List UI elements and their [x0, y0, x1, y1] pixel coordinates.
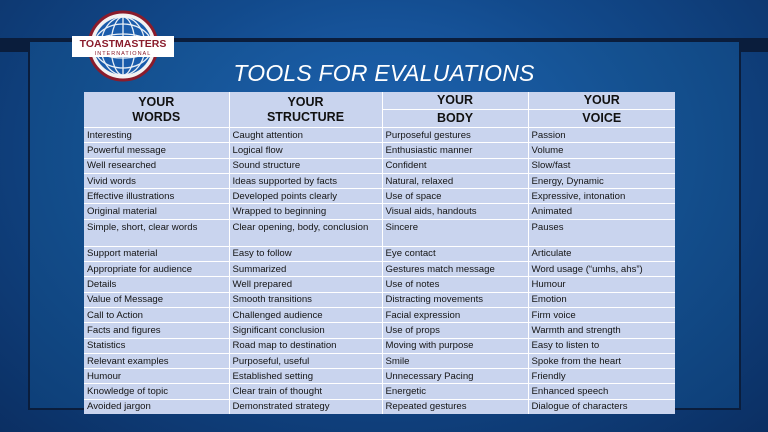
table-cell: Repeated gestures — [382, 399, 528, 414]
table-cell: Call to Action — [84, 307, 229, 322]
table-cell: Warmth and strength — [528, 323, 675, 338]
header-structure — [229, 92, 382, 128]
table-cell: Sound structure — [229, 158, 382, 173]
header-words — [84, 92, 229, 128]
table-cell: Firm voice — [528, 307, 675, 322]
page-title: TOOLS FOR EVALUATIONS — [233, 60, 535, 86]
table-cell: Statistics — [84, 338, 229, 353]
table-cell: Logical flow — [229, 143, 382, 158]
header-body-top: YOUR — [382, 92, 528, 110]
table-cell: Summarized — [229, 262, 382, 277]
table-cell: Visual aids, handouts — [382, 204, 528, 219]
table-cell: Caught attention — [229, 128, 382, 143]
table-cell: Enhanced speech — [528, 384, 675, 399]
header-words-top: YOUR — [138, 94, 175, 109]
table-cell: Energetic — [382, 384, 528, 399]
table-row — [84, 173, 675, 188]
table-cell: Slow/fast — [528, 158, 675, 173]
table-cell: Volume — [528, 143, 675, 158]
table-cell: Support material — [84, 246, 229, 261]
table-cell: Enthusiastic manner — [382, 143, 528, 158]
table-cell: Eye contact — [382, 246, 528, 261]
table-cell: Gestures match message — [382, 262, 528, 277]
table-cell: Clear opening, body, conclusion — [229, 219, 382, 246]
table-cell: Pauses — [528, 219, 675, 246]
table-cell: Easy to listen to — [528, 338, 675, 353]
table-row — [84, 307, 675, 322]
table-cell: Appropriate for audience — [84, 262, 229, 277]
header-words-bottom: WORDS — [132, 109, 181, 124]
table-cell: Developed points clearly — [229, 189, 382, 204]
table-row — [84, 128, 675, 143]
table-cell: Passion — [528, 128, 675, 143]
table-cell: Established setting — [229, 369, 382, 384]
table-cell: Road map to destination — [229, 338, 382, 353]
table-cell: Word usage (“umhs, ahs”) — [528, 262, 675, 277]
table-cell: Interesting — [84, 128, 229, 143]
header-voice-bottom: VOICE — [582, 111, 622, 125]
header-body-bottom: BODY — [382, 110, 528, 128]
table-cell: Sincere — [382, 219, 528, 246]
table-cell: Wrapped to beginning — [229, 204, 382, 219]
table-row — [84, 338, 675, 353]
table-row — [84, 143, 675, 158]
table-cell: Effective illustrations — [84, 189, 229, 204]
table-cell: Purposeful, useful — [229, 353, 382, 368]
table-cell: Well prepared — [229, 277, 382, 292]
table-cell: Expressive, intonation — [528, 189, 675, 204]
table-cell: Use of props — [382, 323, 528, 338]
table-cell: Powerful message — [84, 143, 229, 158]
table-row — [84, 204, 675, 219]
table-row — [84, 262, 675, 277]
table-cell: Distracting movements — [382, 292, 528, 307]
table-row — [84, 353, 675, 368]
table-cell: Friendly — [528, 369, 675, 384]
table-cell: Significant conclusion — [229, 323, 382, 338]
table-cell: Ideas supported by facts — [229, 173, 382, 188]
table-cell: Clear train of thought — [229, 384, 382, 399]
table-row — [84, 399, 675, 414]
table-cell: Animated — [528, 204, 675, 219]
evaluation-tools-table — [84, 92, 675, 414]
table-cell: Challenged audience — [229, 307, 382, 322]
table-row — [84, 384, 675, 399]
table-cell: Spoke from the heart — [528, 353, 675, 368]
table-cell: Confident — [382, 158, 528, 173]
table-cell: Smile — [382, 353, 528, 368]
table-cell: Articulate — [528, 246, 675, 261]
table-cell: Moving with purpose — [382, 338, 528, 353]
table-cell: Value of Message — [84, 292, 229, 307]
table-body — [84, 128, 675, 415]
table-row — [84, 323, 675, 338]
table-cell: Energy, Dynamic — [528, 173, 675, 188]
logo-text-line2: INTERNATIONAL — [94, 51, 152, 57]
table-row — [84, 246, 675, 261]
table-cell: Humour — [528, 277, 675, 292]
header-structure-bottom: STRUCTURE — [266, 109, 345, 124]
table-cell: Original material — [84, 204, 229, 219]
table-cell: Simple, short, clear words — [84, 219, 229, 246]
table-cell: Use of space — [382, 189, 528, 204]
table-cell: Humour — [84, 369, 229, 384]
table-row — [84, 277, 675, 292]
table-cell: Use of notes — [382, 277, 528, 292]
table-row — [84, 219, 675, 246]
table-cell: Facts and figures — [84, 323, 229, 338]
table-cell: Emotion — [528, 292, 675, 307]
table-cell: Facial expression — [382, 307, 528, 322]
table-cell: Details — [84, 277, 229, 292]
table-row — [84, 158, 675, 173]
table-cell: Easy to follow — [229, 246, 382, 261]
table-row — [84, 292, 675, 307]
header-structure-top: YOUR — [287, 94, 324, 109]
table-cell: Natural, relaxed — [382, 173, 528, 188]
table-row — [84, 189, 675, 204]
table-row — [84, 369, 675, 384]
header-voice-top: YOUR — [528, 92, 675, 110]
table-cell: Unnecessary Pacing — [382, 369, 528, 384]
table-cell: Avoided jargon — [84, 399, 229, 414]
table-cell: Relevant examples — [84, 353, 229, 368]
table-cell: Demonstrated strategy — [229, 399, 382, 414]
table-cell: Knowledge of topic — [84, 384, 229, 399]
table-cell: Smooth transitions — [229, 292, 382, 307]
table-cell: Well researched — [84, 158, 229, 173]
table-cell: Dialogue of characters — [528, 399, 675, 414]
table-cell: Vivid words — [84, 173, 229, 188]
table-cell: Purposeful gestures — [382, 128, 528, 143]
logo-text-line1: TOASTMASTERS — [79, 38, 167, 50]
